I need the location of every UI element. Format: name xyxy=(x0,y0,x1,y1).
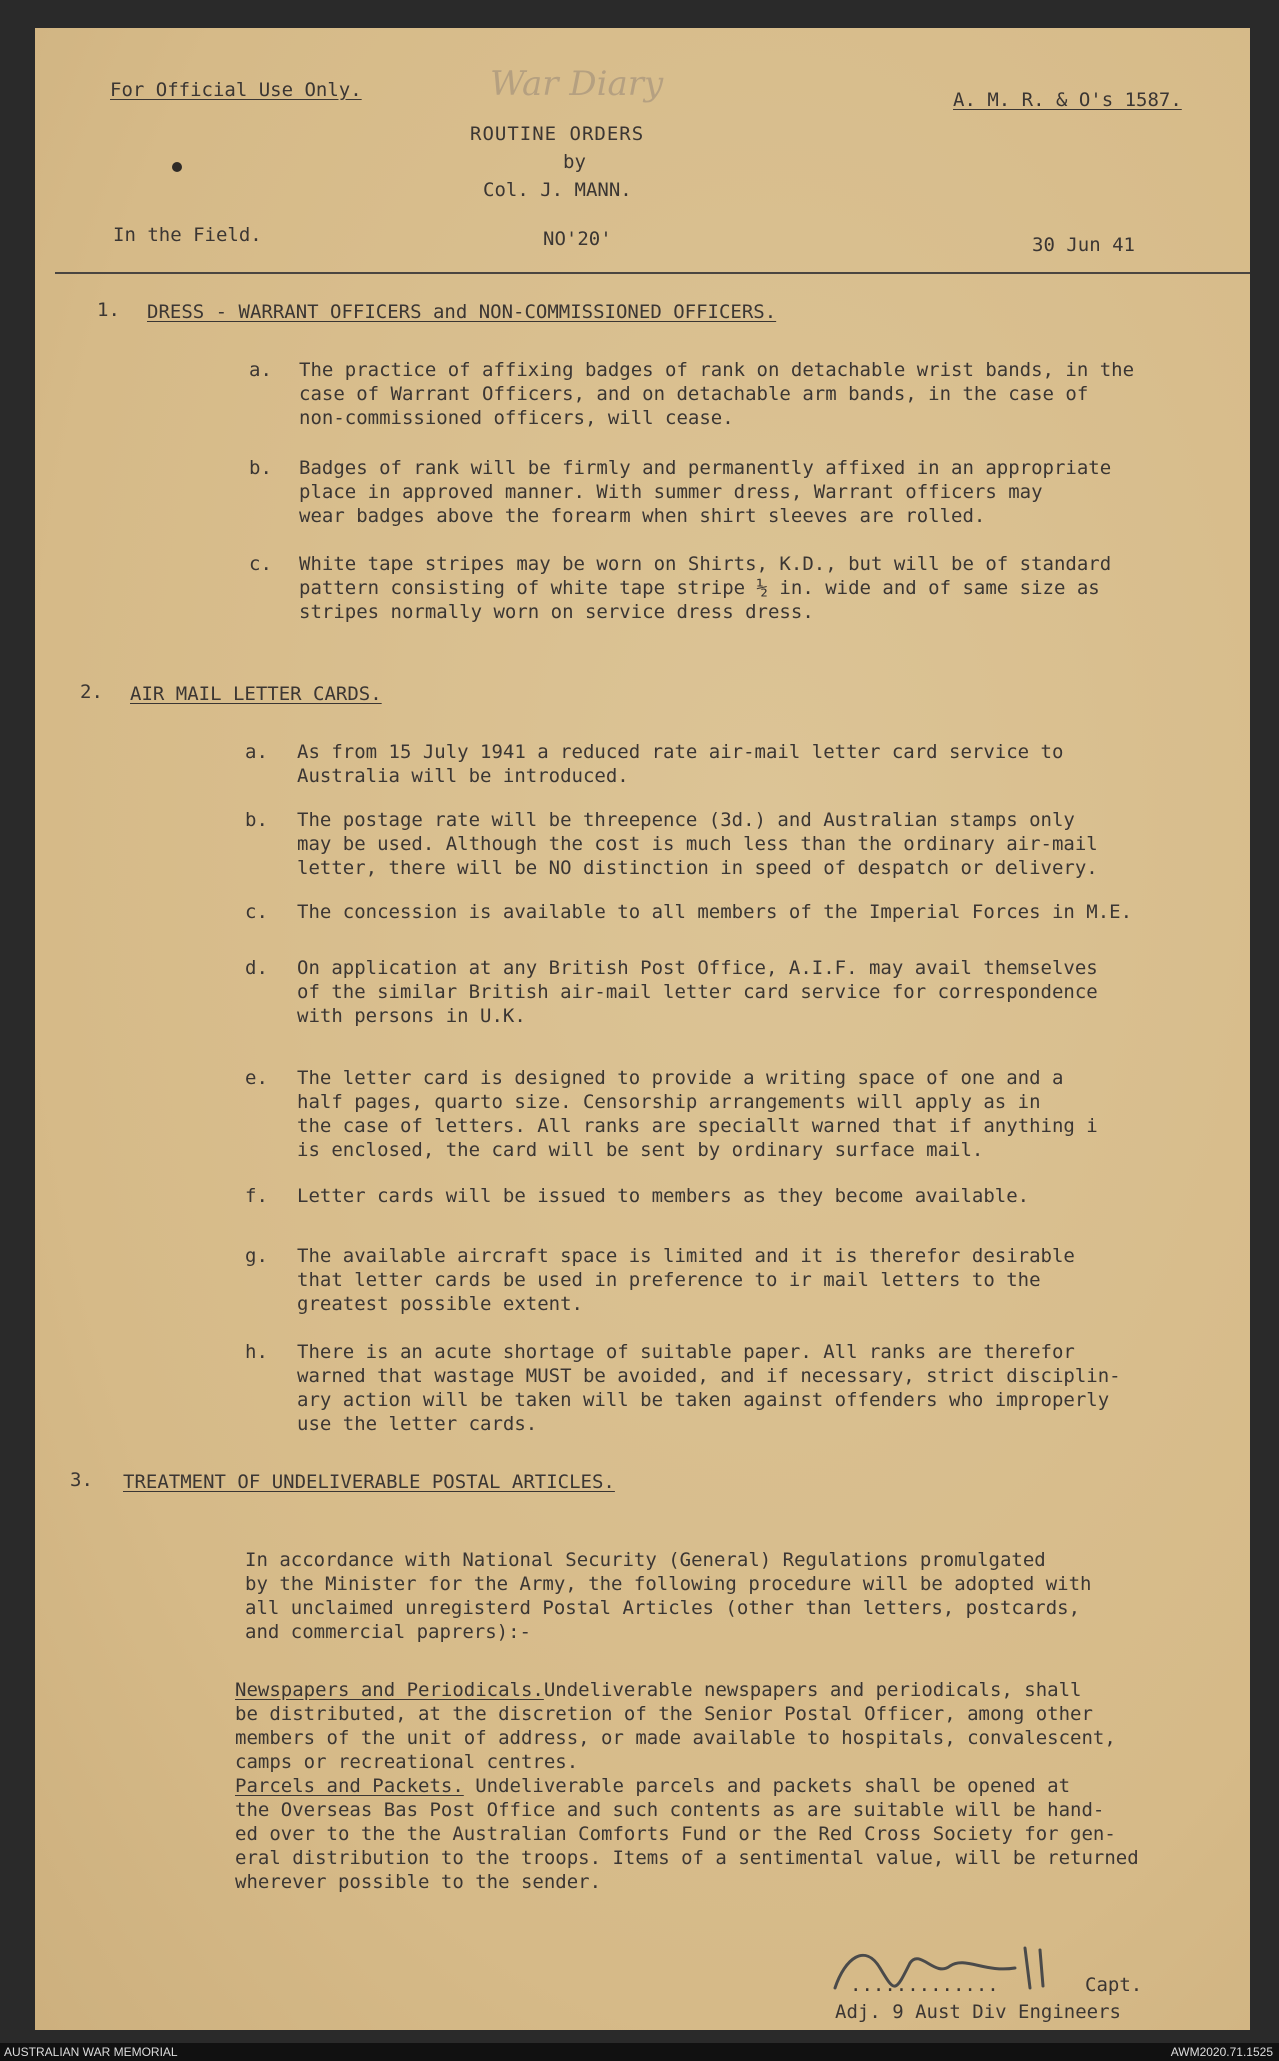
handwritten-annotation: War Diary xyxy=(490,64,664,104)
parcels-label: Parcels and Packets. xyxy=(235,1775,464,1797)
section-3-intro: In accordance with National Security (General) Regulations promulgated by the Minister for the Army, the following procedure will be adopted with all unclaimed unregisterd Postal Articles (other than letters, postcards, and commercial paprers):- xyxy=(245,1549,1092,1643)
item-2b-marker: b. xyxy=(245,809,268,831)
section-2-number: 2. xyxy=(80,681,103,703)
newspapers-label: Newspapers and Periodicals. xyxy=(235,1679,544,1701)
item-2h-marker: h. xyxy=(245,1341,268,1363)
section-1-heading: DRESS - WARRANT OFFICERS and NON-COMMISSIONED OFFICERS. xyxy=(147,301,777,323)
title-line-1: ROUTINE ORDERS xyxy=(470,123,645,145)
item-2b-text: The postage rate will be threepence (3d.) and Australian stamps only may be used. Although the cost is much less than the ordinary air-mail letter, there will be NO distinction in speed of despatch or delivery. xyxy=(297,809,1098,879)
location: In the Field. xyxy=(113,224,262,246)
item-2c-text: The concession is available to all members of the Imperial Forces in M.E. xyxy=(297,901,1133,923)
item-2d-marker: d. xyxy=(245,957,268,979)
item-2a-text: As from 15 July 1941 a reduced rate air-mail letter card service to Australia will be introduced. xyxy=(297,741,1064,787)
footer-catalogue-id: AWM2020.71.1525 xyxy=(1170,2045,1273,2059)
item-1c-text: White tape stripes may be worn on Shirts, K.D., but will be of standard pattern consisting of white tape stripe ½ in. wide and of same size as stripes normally worn on service dress dress. xyxy=(299,553,1112,623)
item-2f-marker: f. xyxy=(245,1185,268,1207)
footer-institution: AUSTRALIAN WAR MEMORIAL xyxy=(4,2045,178,2059)
document-page xyxy=(35,28,1250,2030)
official-use-label: For Official Use Only. xyxy=(110,79,362,101)
reference-number: A. M. R. & O's 1587. xyxy=(953,89,1182,111)
item-1b-marker: b. xyxy=(249,457,272,479)
order-number: NO'20' xyxy=(543,228,612,250)
item-1a-marker: a. xyxy=(249,359,272,381)
item-2h-text: There is an acute shortage of suitable paper. All ranks are therefor warned that wastage MUST be avoided, and if necessary, strict disciplin- ary action will be taken will be taken against offenders who improperly use the letter cards. xyxy=(297,1341,1121,1435)
section-2-heading: AIR MAIL LETTER CARDS. xyxy=(130,683,382,705)
newspapers-paragraph: Newspapers and Periodicals.Undeliverable newspapers and periodicals, shall be distributed, at the discretion of the Senior Postal Officer, among other members of the unit of address, or made available to hospitals, convalescent, camps or recreational centres. xyxy=(235,1679,1116,1773)
item-1c-marker: c. xyxy=(249,553,272,575)
section-1-number: 1. xyxy=(97,299,120,321)
title-line-3: Col. J. MANN. xyxy=(483,179,632,201)
signature-rank: Capt. xyxy=(1085,1974,1143,1996)
archive-footer xyxy=(0,2043,1279,2061)
item-2e-marker: e. xyxy=(245,1067,268,1089)
item-2e-text: The letter card is designed to provide a writing space of one and a half pages, quarto size. Censorship arrangements will apply as in the case of letters. All ranks are speciallt warned that if anything i is enclosed, the card will be sent by ordinary surface mail. xyxy=(297,1067,1098,1161)
header-divider xyxy=(55,272,1250,274)
item-2f-text: Letter cards will be issued to members as they become available. xyxy=(297,1185,1030,1207)
parcels-paragraph: Parcels and Packets. Undeliverable parcels and packets shall be opened at the Overseas Bas Post Office and such contents as are suitable will be hand- ed over to the the Australian Comforts Fund or the Red Cross Society for gen- eral distribution to the troops. Items of a sentimental value, will be returned wherever possible to the sender. xyxy=(235,1775,1139,1893)
order-date: 30 Jun 41 xyxy=(1032,234,1135,256)
item-2c-marker: c. xyxy=(245,901,268,923)
item-2g-marker: g. xyxy=(245,1245,268,1267)
section-3-number: 3. xyxy=(70,1469,93,1491)
item-1b-text: Badges of rank will be firmly and permanently affixed in an appropriate place in approved manner. With summer dress, Warrant officers may wear badges above the forearm when shirt sleeves are rolled. xyxy=(299,457,1112,527)
section-3-heading: TREATMENT OF UNDELIVERABLE POSTAL ARTICLES. xyxy=(123,1471,615,1493)
signature-dots: ............. xyxy=(850,1974,999,1996)
item-2a-marker: a. xyxy=(245,741,268,763)
title-line-2: by xyxy=(563,151,586,173)
item-1a-text: The practice of affixing badges of rank on detachable wrist bands, in the case of Warrant Officers, and on detachable arm bands, in the case of non-commissioned officers, will cease. xyxy=(299,359,1135,429)
signature-appointment: Adj. 9 Aust Div Engineers xyxy=(835,2001,1121,2023)
item-2d-text: On application at any British Post Office, A.I.F. may avail themselves of the similar British air-mail letter card service for correspondence with persons in U.K. xyxy=(297,957,1098,1027)
item-2g-text: The available aircraft space is limited and it is therefor desirable that letter cards be used in preference to ir mail letters to the greatest possible extent. xyxy=(297,1245,1075,1315)
ink-blot xyxy=(172,162,182,172)
